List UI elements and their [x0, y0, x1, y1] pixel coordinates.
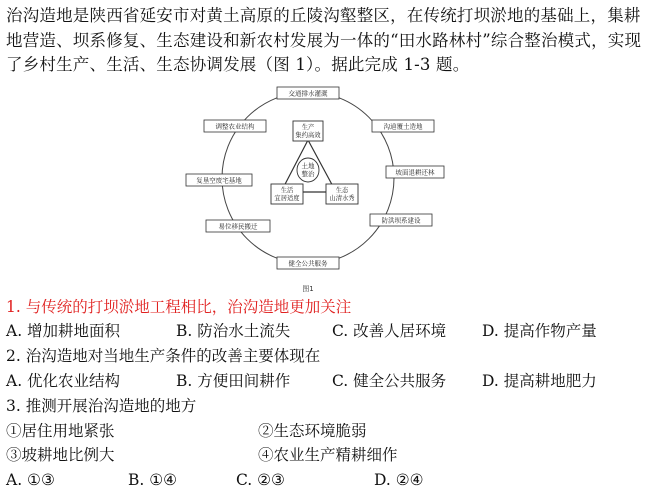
svg-text:交通排水灌溉: 交通排水灌溉 [288, 89, 328, 98]
svg-text:健全公共服务: 健全公共服务 [288, 259, 328, 268]
outer-box-bottom-right [370, 214, 432, 226]
svg-text:山清水秀: 山清水秀 [329, 195, 355, 202]
svg-text:生产: 生产 [301, 124, 315, 131]
q3-statement-2: ②生态环境脆弱 [258, 422, 367, 440]
q2-option-b[interactable]: B. 方便田间耕作 [176, 372, 291, 390]
intro-paragraph: 治沟造地是陕西省延安市对黄土高原的丘陵沟壑整区，在传统打坝淤地的基础上，集耕地营造、坝系修复、生态建设和新农村发展为一体的“田水路林村”综合整治模式，实现了乡村生产、生活、生态协调发展（图 1）。据此完成 1-3 题。 [6, 6, 642, 74]
q1-option-d[interactable]: D. 提高作物产量 [482, 322, 597, 340]
inner-box-living [271, 184, 303, 204]
svg-text:生活: 生活 [280, 187, 294, 194]
svg-text:生态: 生态 [335, 187, 349, 194]
outer-box-left [186, 174, 252, 186]
svg-text:沟道覆土造地: 沟道覆土造地 [383, 122, 423, 131]
q1-option-c[interactable]: C. 改善人居环境 [332, 322, 447, 340]
outer-box-right [386, 166, 444, 178]
outer-box-top [277, 87, 339, 99]
q3-statement-4: ④农业生产精耕细作 [258, 446, 398, 464]
outer-box-bottom-left [206, 220, 270, 232]
q3-statement-1: ①居住用地紧张 [6, 422, 115, 440]
svg-text:整治: 整治 [301, 170, 315, 178]
outer-box-top-left [204, 120, 266, 132]
figure-1 [176, 84, 446, 294]
q2-option-d[interactable]: D. 提高耕地肥力 [482, 372, 597, 390]
svg-text:土地: 土地 [301, 162, 315, 170]
q1-option-b[interactable]: B. 防治水土流失 [176, 322, 291, 340]
outer-box-bottom [277, 257, 339, 269]
inner-box-ecology [326, 184, 358, 204]
q3-option-b[interactable]: B. ①④ [128, 471, 178, 489]
land-consolidation-diagram [176, 84, 446, 294]
question-1: 1. 与传统的打坝淤地工程相比，治沟造地更加关注 [6, 298, 352, 316]
inner-box-production [293, 121, 323, 141]
svg-text:坡面退耕还林: 坡面退耕还林 [395, 168, 435, 177]
svg-text:调整农业结构: 调整农业结构 [215, 122, 255, 131]
q3-option-a[interactable]: A. ①③ [6, 471, 55, 489]
question-3: 3. 推测开展治沟造地的地方 [6, 397, 197, 415]
svg-text:集约高效: 集约高效 [295, 132, 321, 139]
q3-statement-3: ③坡耕地比例大 [6, 446, 115, 464]
center-circle [297, 158, 319, 182]
q2-option-c[interactable]: C. 健全公共服务 [332, 372, 447, 390]
svg-text:易位移民搬迁: 易位移民搬迁 [218, 222, 258, 231]
svg-text:复垦空废宅基地: 复垦空废宅基地 [196, 176, 242, 185]
q3-option-c[interactable]: C. ②③ [236, 471, 285, 489]
outer-box-top-right [372, 120, 434, 132]
q2-option-a[interactable]: A. 优化农业结构 [6, 372, 121, 390]
svg-text:防洪坝系建设: 防洪坝系建设 [381, 216, 421, 225]
q1-option-a[interactable]: A. 增加耕地面积 [6, 322, 121, 340]
figure-caption: 图1 [302, 285, 314, 293]
svg-text:宜居适度: 宜居适度 [274, 195, 300, 202]
question-2: 2. 治沟造地对当地生产条件的改善主要体现在 [6, 347, 321, 365]
q3-option-d[interactable]: D. ②④ [374, 471, 424, 489]
